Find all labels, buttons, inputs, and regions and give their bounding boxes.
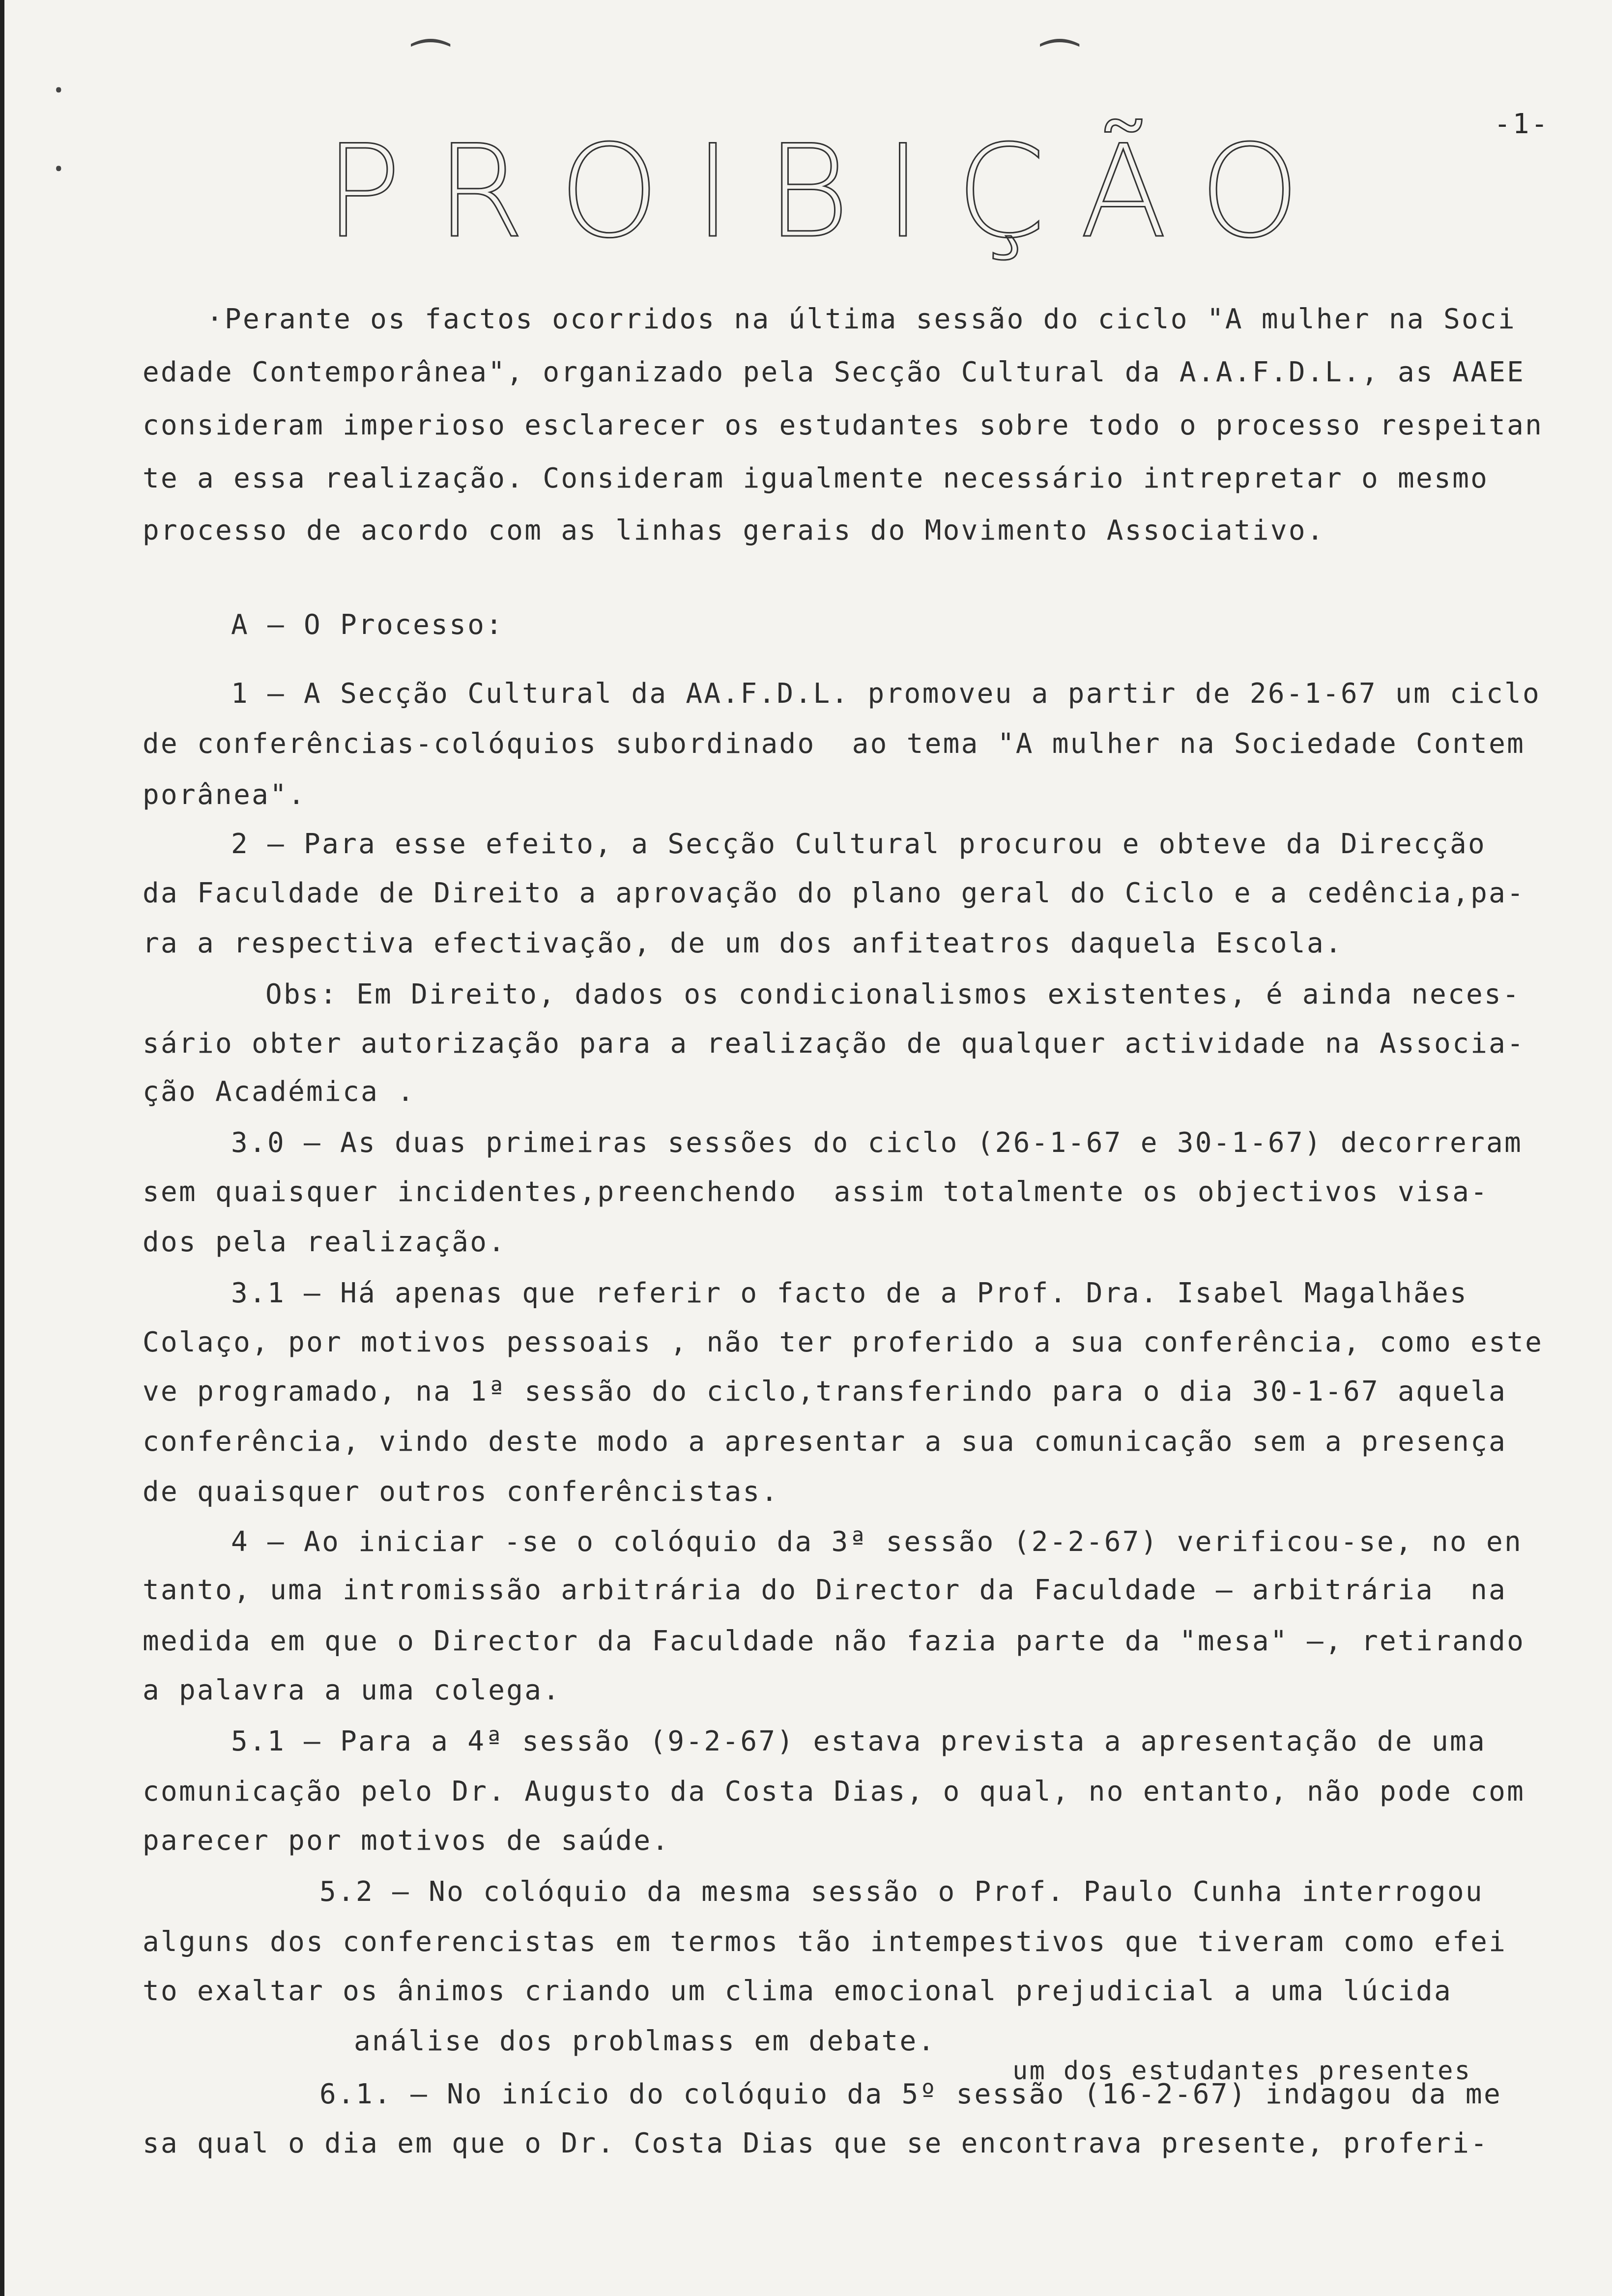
text-line: 5.2 – No colóquio da mesma sessão o Prof. Paulo Cunha interrogou bbox=[319, 1876, 1484, 1908]
text-line: alguns dos conferencistas em termos tão intempestivos que tiveram como efei bbox=[143, 1926, 1507, 1958]
text-line: 6.1. – No início do colóquio da 5º sessão (16-2-67) indagou da me bbox=[319, 2078, 1502, 2110]
text-line: 1 – A Secção Cultural da AA.F.D.L. promoveu a partir de 26-1-67 um ciclo bbox=[231, 678, 1541, 710]
typed-insertion: um dos estudantes presentes bbox=[1012, 2056, 1472, 2086]
text-line: Obs: Em Direito, dados os condicionalismos existentes, é ainda neces- bbox=[265, 978, 1521, 1010]
accent-mark: ⁀ bbox=[413, 39, 449, 91]
text-line: processo de acordo com as linhas gerais do Movimento Associativo. bbox=[143, 515, 1325, 546]
text-line: da Faculdade de Direito a aprovação do plano geral do Ciclo e a cedência,pa- bbox=[143, 877, 1526, 909]
page-number: -1- bbox=[1494, 108, 1550, 140]
text-line: to exaltar os ânimos criando um clima emocional prejudicial a uma lúcida bbox=[143, 1975, 1453, 2007]
text-line: parecer por motivos de saúde. bbox=[143, 1825, 670, 1857]
document-title: PROIBIÇÃO bbox=[324, 118, 1335, 266]
text-line: tanto, uma intromissão arbitrária do Director da Faculdade – arbitrária na bbox=[143, 1574, 1507, 1606]
scan-mark: ꞏ bbox=[54, 152, 63, 186]
text-line: consideram imperioso esclarecer os estudantes sobre todo o processo respeitan bbox=[143, 409, 1544, 441]
scan-mark: ꞏ bbox=[54, 73, 63, 108]
text-line: comunicação pelo Dr. Augusto da Costa Dias, o qual, no entanto, não pode com bbox=[143, 1776, 1526, 1808]
text-line: 5.1 – Para a 4ª sessão (9-2-67) estava prevista a apresentação de uma bbox=[231, 1725, 1487, 1757]
text-line: ve programado, na 1ª sessão do ciclo,transferindo para o dia 30-1-67 aquela bbox=[143, 1376, 1507, 1407]
accent-mark: ⁀ bbox=[1042, 39, 1078, 91]
text-line: te a essa realização. Consideram igualmente necessário intrepretar o mesmo bbox=[143, 462, 1489, 494]
text-line: 2 – Para esse efeito, a Secção Cultural procurou e obteve da Direcção bbox=[231, 828, 1487, 860]
text-line: análise dos problmass em debate. bbox=[354, 2025, 936, 2057]
text-line: ·Perante os factos ocorridos na última sessão do ciclo "A mulher na Soci bbox=[206, 303, 1517, 335]
text-line: medida em que o Director da Faculdade não fazia parte da "mesa" –, retirando bbox=[143, 1625, 1526, 1657]
text-line: sário obter autorização para a realização de qualquer actividade na Associa- bbox=[143, 1028, 1526, 1060]
text-line: ção Académica . bbox=[143, 1076, 416, 1108]
text-line: dos pela realização. bbox=[143, 1226, 507, 1258]
text-line: edade Contemporânea", organizado pela Secção Cultural da A.A.F.D.L., as AAEE bbox=[143, 356, 1526, 388]
text-line: conferência, vindo deste modo a apresentar a sua comunicação sem a presença bbox=[143, 1426, 1507, 1458]
text-line: Colaço, por motivos pessoais , não ter proferido a sua conferência, como este bbox=[143, 1326, 1544, 1358]
text-line: sa qual o dia em que o Dr. Costa Dias que se encontrava presente, proferi- bbox=[143, 2127, 1489, 2159]
section-heading: A – O Processo: bbox=[231, 609, 504, 641]
text-line: 3.1 – Há apenas que referir o facto de a Prof. Dra. Isabel Magalhães bbox=[231, 1277, 1468, 1309]
text-line: de conferências-colóquios subordinado ao tema "A mulher na Sociedade Contem bbox=[143, 728, 1526, 760]
text-line: porânea". bbox=[143, 779, 307, 811]
text-line: a palavra a uma colega. bbox=[143, 1674, 561, 1706]
scan-margin-line bbox=[0, 0, 4, 2296]
text-line: sem quaisquer incidentes,preenchendo assim totalmente os objectivos visa- bbox=[143, 1176, 1489, 1208]
text-line: ra a respectiva efectivação, de um dos anfiteatros daquela Escola. bbox=[143, 927, 1343, 959]
text-line: 3.0 – As duas primeiras sessões do ciclo (26-1-67 e 30-1-67) decorreram bbox=[231, 1127, 1523, 1159]
text-line: 4 – Ao iniciar -se o colóquio da 3ª sessão (2-2-67) verificou-se, no en bbox=[231, 1526, 1523, 1558]
text-line: de quaisquer outros conferêncistas. bbox=[143, 1476, 779, 1508]
